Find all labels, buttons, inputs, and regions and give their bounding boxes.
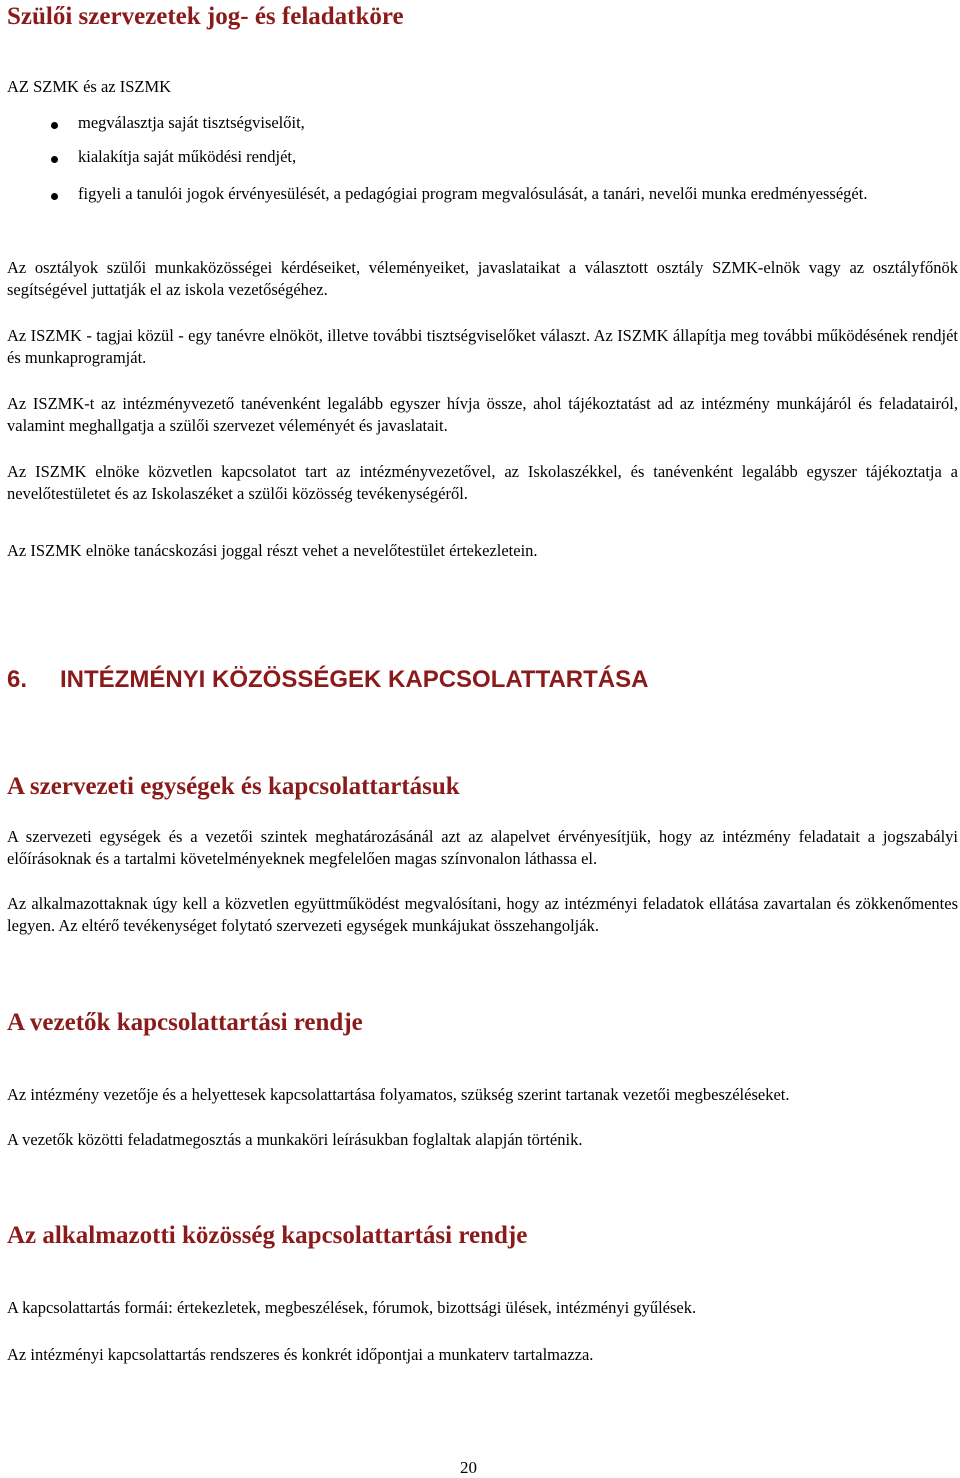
paragraph-2: Az ISZMK - tagjai közül - egy tanévre elnököt, illetve további tisztségviselőket választ. Az ISZMK állapítja meg további működésének rendjét és munkaprogramját. (7, 326, 958, 367)
section-number: 6. (7, 666, 28, 693)
subsection-heading-2: A vezetők kapcsolattartási rendje (7, 1009, 363, 1036)
bullet-icon (51, 193, 58, 200)
subsection-heading-3: Az alkalmazotti közösség kapcsolattartási rendje (7, 1222, 528, 1249)
subsection-3-paragraph-2: Az intézményi kapcsolattartás rendszeres és konkrét időpontjai a munkaterv tartalmazza. (7, 1345, 594, 1364)
section-heading (7, 666, 648, 694)
section-title: INTÉZMÉNYI KÖZÖSSÉGEK KAPCSOLATTARTÁSA (60, 666, 649, 693)
subsection-1-paragraph-2: Az alkalmazottaknak úgy kell a közvetlen együttműködést megvalósítani, hogy az intézményi feladatok ellátása zavartalan és zökkenőmentes legyen. Az eltérő tevékenységet folytató szervezeti egységek munkájukat összehangolják. (7, 894, 958, 935)
page-number: 20 (460, 1458, 477, 1477)
paragraph-4: Az ISZMK elnöke közvetlen kapcsolatot tart az intézményvezetővel, az Iskolaszékkel, és tanévenként legalább egyszer tájékoztatja a nevelőtestületet és az Iskolaszéket a szülői közösség tevékenységéről. (7, 462, 958, 503)
bullet-item-1: megválasztja saját tisztségviselőit, (78, 113, 305, 132)
subsection-2-paragraph-1: Az intézmény vezetője és a helyettesek kapcsolattartása folyamatos, szükség szerint tartanak vezetői megbeszéléseket. (7, 1085, 790, 1104)
intro-text: AZ SZMK és az ISZMK (7, 77, 172, 96)
page-title: Szülői szervezetek jog- és feladatköre (7, 3, 404, 30)
paragraph-5: Az ISZMK elnöke tanácskozási joggal részt vehet a nevelőtestület értekezletein. (7, 541, 538, 560)
subsection-2-paragraph-2: A vezetők közötti feladatmegosztás a munkaköri leírásukban foglaltak alapján történik. (7, 1130, 583, 1149)
subsection-3-paragraph-1: A kapcsolattartás formái: értekezletek, megbeszélések, fórumok, bizottsági ülések, intézményi gyűlések. (7, 1298, 697, 1317)
paragraph-3: Az ISZMK-t az intézményvezető tanévenként legalább egyszer hívja össze, ahol tájékoztatást ad az intézmény munkájáról és feladatairól, valamint meghallgatja a szülői szervezet véleményét és javaslatait. (7, 394, 958, 435)
subsection-heading-1: A szervezeti egységek és kapcsolattartásuk (7, 773, 460, 800)
bullet-icon (51, 156, 58, 163)
paragraph-1: Az osztályok szülői munkaközösségei kérdéseiket, véleményeiket, javaslataikat a választott osztály SZMK-elnök vagy az osztályfőnök segítségével juttatják el az iskola vezetőségéhez. (7, 258, 958, 299)
bullet-item-2: kialakítja saját működési rendjét, (78, 147, 297, 166)
subsection-1-paragraph-1: A szervezeti egységek és a vezetői szintek meghatározásánál azt az alapelvet érvényesítjük, hogy az intézmény feladatait a jogszabályi előírásoknak és a tartalmi követelményeknek megfelelően magas színvonalon láthassa el. (7, 827, 958, 868)
bullet-icon (51, 122, 58, 129)
bullet-item-3: figyeli a tanulói jogok érvényesülését, a pedagógiai program megvalósulását, a tanári, nevelői munka eredményességét. (78, 184, 868, 203)
